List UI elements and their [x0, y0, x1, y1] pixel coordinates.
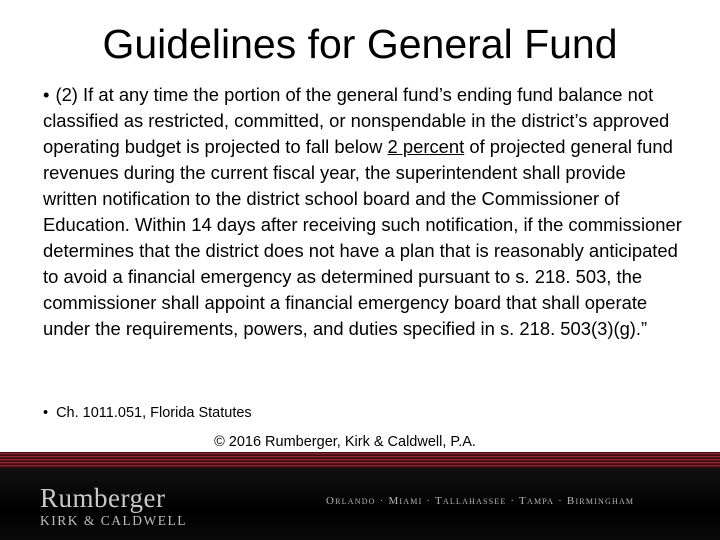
main-bullet-text	[43, 82, 683, 342]
citation-bullet	[43, 403, 683, 423]
footer-banner	[0, 452, 720, 540]
bullet-text-before: (2) If at any time the portion of the general fund’s ending fund balance not classified as restricted, committed, or nonspendable in the district’s approved operating budget is projected to fall below	[43, 84, 670, 157]
copyright-notice: © 2016 Rumberger, Kirk & Caldwell, P.A.	[214, 434, 476, 450]
footer-body	[0, 468, 720, 540]
slide-title: Guidelines for General Fund	[102, 21, 618, 67]
firm-logo-name: Rumberger	[40, 483, 166, 513]
underlined-percent: 2 percent	[387, 136, 465, 157]
bullet-marker: •	[43, 84, 50, 105]
footer-stripe	[0, 452, 720, 468]
citation-text: Ch. 1011.051, Florida Statutes	[56, 405, 252, 421]
bullet-text-after: of projected general fund revenues during the current fiscal year, the superintendent shall provide written notification to the district school board and the Commissioner of Education. Within 14 days after receiving such notification, if the commissioner determines that the district does not have a plan that is reasonably anticipated to avoid a financial emergency as determined pursuant to s. 218. 503, the commissioner shall appoint a financial emergency board that shall operate under the requirements, powers, and duties specified in s. 218. 503(3)(g).”	[43, 136, 682, 339]
bullet-marker: •	[43, 405, 49, 421]
office-locations: Orlando · Miami · Tallahassee · Tampa · Birmingham	[326, 495, 635, 507]
firm-logo-subtitle: KIRK & CALDWELL	[40, 513, 187, 528]
